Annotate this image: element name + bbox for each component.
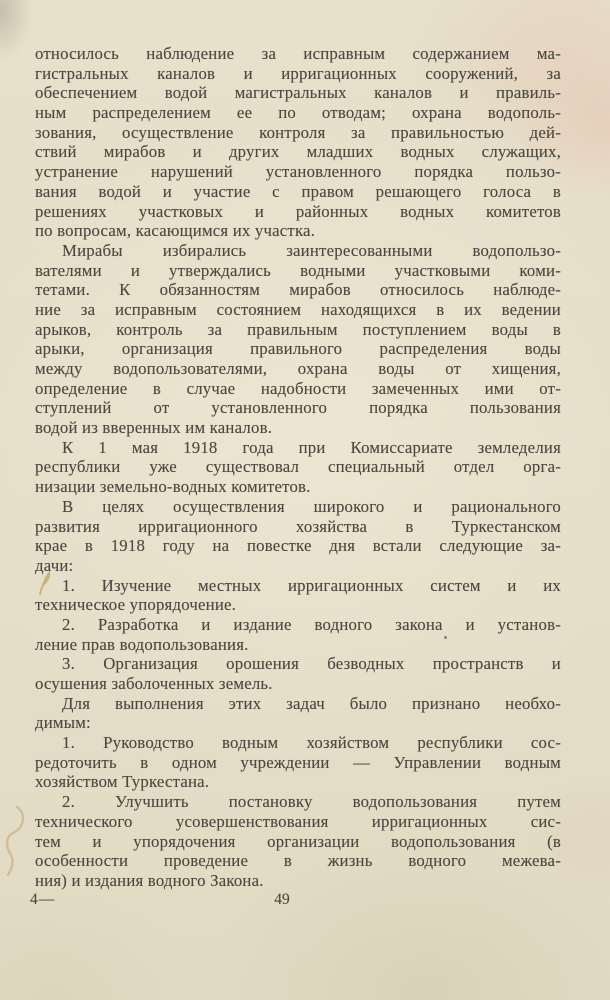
paragraph (35, 438, 561, 497)
text-line: дачи: (35, 555, 74, 575)
margin-pen-squiggle-icon (2, 803, 30, 881)
text-line: Для выполнения этих задач было признано необхо- (62, 693, 561, 713)
text-line: вания водой и участие с правом решающего голоса в (35, 181, 561, 201)
text-line: ступлений от установленного порядка пользования (35, 398, 561, 418)
text-line: ствий мирабов и других младших водных служащих, (35, 142, 561, 162)
paragraph (35, 615, 561, 654)
text-line: между водопользователями, охрана воды от хищения, (35, 359, 561, 378)
text-line: тетами. К обязанностям мирабов относилось наблюде- (35, 280, 561, 300)
text-line: по вопросам, касающимся их участка. (35, 221, 316, 241)
text-line: водой из вверенных им каналов. (35, 418, 273, 438)
text-line: К 1 мая 1918 года при Комиссариате земледелия (62, 437, 561, 457)
text-line: димым: (35, 713, 91, 733)
text-line: республики уже существовал специальный отдел орга- (35, 457, 561, 477)
text-line: 1. Руководство водным хозяйством республики сос- (62, 733, 561, 753)
text-line: 3. Организация орошения безводных пространств и (62, 654, 561, 674)
signature-mark: 4— (30, 891, 56, 908)
text-line: техническое упорядочение. (35, 595, 237, 615)
text-line: хозяйством Туркестана. (35, 772, 210, 792)
paragraph (35, 733, 561, 792)
text-line: особенности проведение в жизнь водного межева- (35, 851, 561, 871)
text-line: ния) и издания водного Закона. (35, 870, 264, 890)
text-line: редоточить в одном учреждении — Управлении водным (35, 752, 561, 772)
text-line: гистральных каналов и ирригационных сооружений, за (35, 63, 561, 83)
text-line: осушения заболоченных земель. (35, 674, 273, 693)
text-line: крае в 1918 году на повестке дня встали следующие за- (35, 536, 561, 556)
text-block (35, 44, 561, 891)
text-line: 1. Изучение местных ирригационных систем и их (62, 575, 561, 595)
paragraph (35, 792, 561, 890)
paragraph (35, 241, 561, 438)
text-line: тем и упорядочения организации водопользования (в (35, 831, 561, 851)
text-line: вателями и утверждались водными участковыми коми- (35, 260, 561, 280)
text-line: ние за исправным состоянием находящихся в их ведении (35, 299, 561, 319)
text-line: технического усовершенствования ирригационных сис- (35, 811, 561, 831)
text-line: устранение нарушений установленного порядка пользо- (35, 162, 561, 182)
ink-speck (444, 636, 447, 639)
paragraph (35, 497, 561, 576)
text-line: В целях осуществления широкого и рационального (62, 496, 561, 516)
text-line: низации земельно-водных комитетов. (35, 477, 311, 497)
page-number: 49 (274, 891, 290, 908)
list-item-pen-tick-icon (36, 571, 54, 597)
paragraph (35, 576, 561, 615)
text-line: ным распределением ее по отводам; охрана водополь- (35, 103, 561, 123)
text-line: ление прав водопользования. (35, 634, 249, 654)
text-line: арыков, контроль за правильным поступлением воды в (35, 319, 561, 339)
text-line: 2. Разработка и издание водного закона и установ- (62, 614, 561, 634)
text-line: арыки, организация правильного распределения воды (35, 339, 561, 359)
paragraph (35, 694, 561, 733)
text-line: относилось наблюдение за исправным содержанием ма- (35, 44, 561, 63)
text-line: обеспечением водой магистральных каналов и правиль- (35, 83, 561, 103)
text-line: Мирабы избирались заинтересованными водопользо- (62, 240, 561, 260)
text-line: 2. Улучшить постановку водопользования путем (62, 792, 561, 812)
text-line: решениях участковых и районных водных комитетов (35, 201, 561, 221)
page-footer (30, 891, 566, 913)
paragraph (35, 654, 561, 693)
paragraph (35, 44, 561, 241)
text-line: определение в случае надобности замеченных ими от- (35, 378, 561, 398)
text-line: зования, осуществление контроля за правильностью дей- (35, 122, 561, 142)
text-line: развития ирригационного хозяйства в Туркестанском (35, 516, 561, 536)
